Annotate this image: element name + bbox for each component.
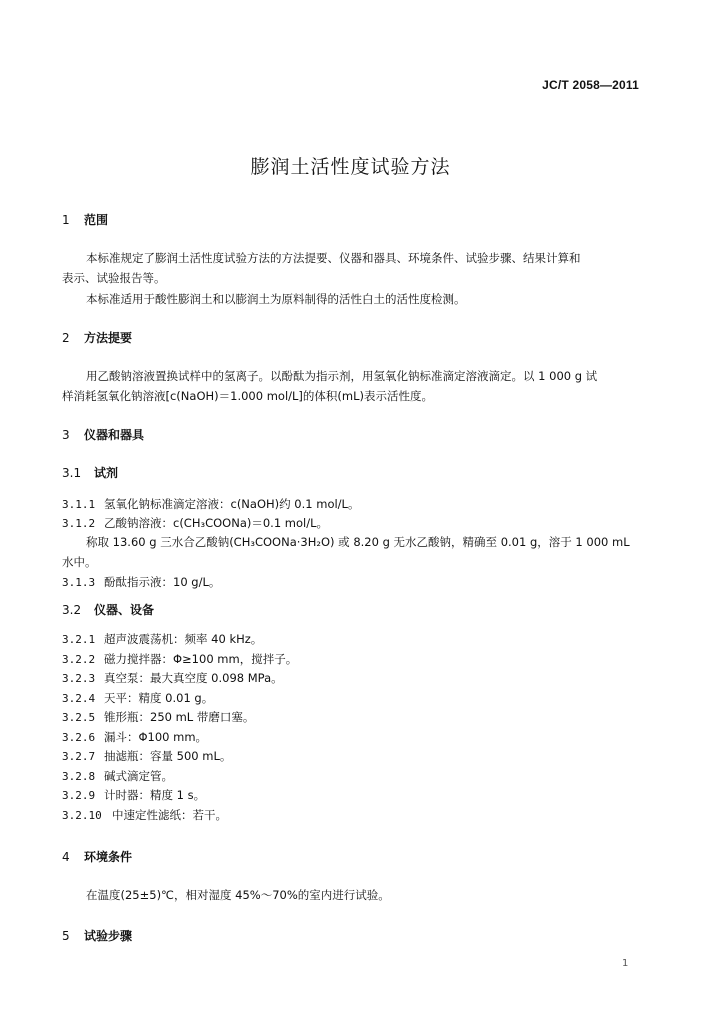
list-item [62, 786, 642, 806]
section-number: 3 [62, 428, 70, 442]
item-text: 乙酸钠溶液：c(CH₃COONa)＝0.1 mol/L。 [104, 516, 329, 530]
section-title: 方法提要 [84, 331, 133, 345]
subsection-title: 仪器、设备 [94, 603, 155, 617]
text-line: 本标准适用于酸性膨润土和以膨润土为原料制得的活性白土的活性度检测。 [86, 292, 466, 306]
section-1-paragraph-2 [62, 289, 642, 309]
list-item [62, 689, 642, 709]
item-number: 3.2.6 [62, 730, 96, 744]
subsection-3-1-heading [62, 463, 642, 483]
section-1-paragraph-1 [62, 248, 642, 288]
item-number: 3.2.3 [62, 672, 96, 685]
list-item [62, 630, 642, 650]
item-text: 超声波震荡机：频率 40 kHz。 [104, 632, 263, 646]
section-title: 范围 [84, 213, 109, 227]
subsection-3-2-heading [62, 600, 642, 620]
text-line: 在温度(25±5)℃，相对湿度 45%～70%的室内进行试验。 [86, 888, 390, 902]
item-number: 3.2.4 [62, 691, 96, 705]
item-text: 碱式滴定管。 [104, 768, 173, 783]
item-text: 中速定性滤纸：若干。 [112, 807, 227, 822]
text-line: 称取 13.60 g 三水合乙酸钠(CH₃COONa·3H₂O) 或 8.20 g 无水乙酸钠，精确至 0.01 g，溶于 1 000 mL [86, 535, 630, 549]
section-4-heading [62, 847, 642, 867]
list-item [62, 650, 642, 670]
section-2-heading [62, 328, 642, 348]
subsection-number: 3.1 [62, 466, 82, 480]
item-text: 漏斗：Φ100 mm。 [104, 729, 208, 744]
section-title: 试验步骤 [84, 929, 133, 943]
section-number: 1 [62, 213, 70, 227]
section-1-heading [62, 210, 642, 230]
equipment-list [62, 630, 642, 825]
section-title: 仪器和器具 [84, 428, 145, 442]
list-item [62, 708, 642, 728]
subsection-title: 试剂 [94, 466, 119, 480]
item-3-1-3 [62, 572, 642, 593]
item-number: 3.2.10 [62, 808, 102, 822]
subsection-number: 3.2 [62, 603, 82, 617]
item-number: 3.2.7 [62, 750, 96, 763]
list-item [62, 747, 642, 767]
text-line: 本标准规定了膨润土活性度试验方法的方法提要、仪器和器具、环境条件、试验步骤、结果计算和 [86, 251, 581, 265]
list-item [62, 728, 642, 748]
item-text: 真空泵：最大真空度 0.098 MPa。 [104, 671, 283, 685]
standard-code: JC/T 2058—2011 [542, 78, 639, 92]
item-number: 3.2.1 [62, 633, 96, 646]
item-number: 3.2.9 [62, 789, 96, 802]
item-number: 3.1.1 [62, 498, 96, 511]
item-number: 3.2.5 [62, 711, 96, 724]
section-number: 5 [62, 929, 70, 943]
page-mark: 1 [622, 958, 629, 969]
section-2-paragraph [62, 366, 642, 406]
item-text: 磁力搅拌器：Φ≥100 mm，搅拌子。 [104, 651, 298, 666]
section-5-heading [62, 926, 642, 946]
list-item [62, 669, 642, 689]
section-4-paragraph [62, 885, 642, 905]
text-line: 用乙酸钠溶液置换试样中的氢离子。以酚酞为指示剂，用氢氧化钠标准滴定溶液滴定。以 1 000 g 试 [86, 369, 598, 383]
text-line: 表示、试验报告等。 [62, 271, 166, 285]
item-3-1-2-detail [62, 532, 642, 572]
item-text: 酚酞指示液：10 g/L。 [104, 575, 221, 589]
text-line: 水中。 [62, 555, 97, 569]
item-3-1-1 [62, 494, 642, 515]
item-number: 3.1.2 [62, 517, 96, 530]
item-text: 抽滤瓶：容量 500 mL。 [104, 749, 232, 763]
item-number: 3.2.2 [62, 652, 96, 666]
list-item [62, 767, 642, 787]
item-number: 3.2.8 [62, 769, 96, 783]
section-number: 2 [62, 331, 70, 345]
item-text: 天平：精度 0.01 g。 [104, 690, 214, 705]
item-3-1-2 [62, 513, 642, 534]
document-title: 膨润土活性度试验方法 [250, 156, 451, 178]
item-number: 3.1.3 [62, 576, 96, 589]
item-text: 锥形瓶：250 mL 带磨口塞。 [104, 710, 255, 724]
item-text: 计时器：精度 1 s。 [104, 788, 206, 802]
item-text: 氢氧化钠标准滴定溶液：c(NaOH)约 0.1 mol/L。 [104, 497, 360, 511]
section-3-heading [62, 425, 642, 445]
section-title: 环境条件 [84, 850, 133, 864]
section-number: 4 [62, 850, 70, 864]
text-line: 样消耗氢氧化钠溶液[c(NaOH)＝1.000 mol/L]的体积(mL)表示活性度。 [62, 389, 433, 403]
list-item [62, 806, 642, 826]
